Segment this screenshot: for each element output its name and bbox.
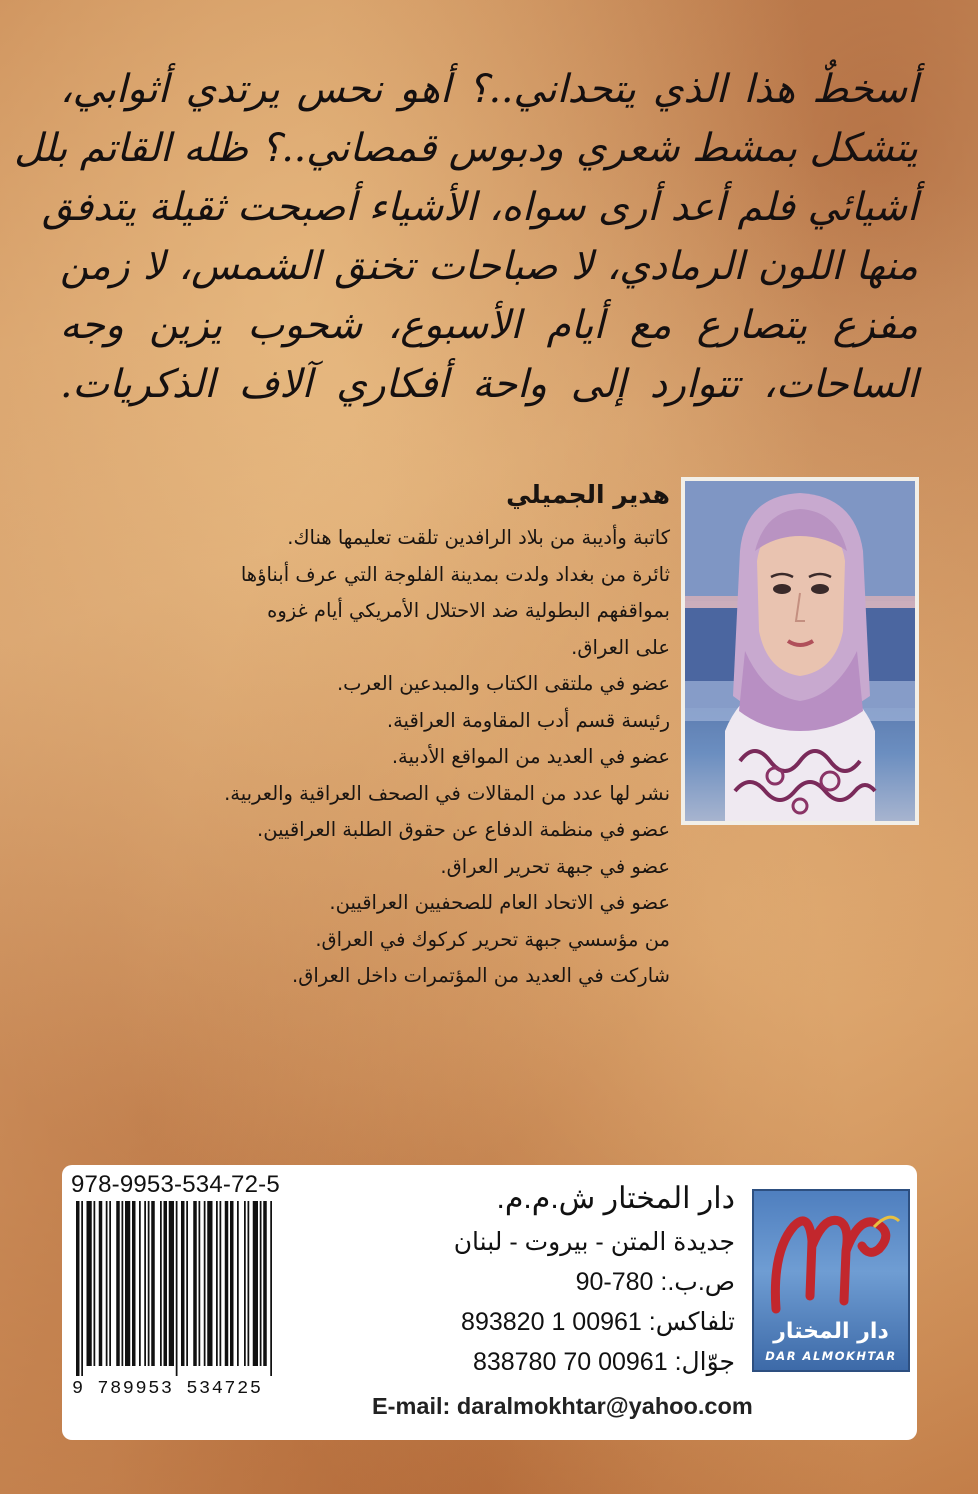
barcode-bar (186, 1201, 188, 1366)
bio-line: عضو في ملتقى الكتاب والمبدعين العرب. (336, 672, 670, 695)
barcode-bar (125, 1201, 130, 1366)
poem-line: يتشكل بمشط شعري ودبوس قمصاني..؟ ظله القاتم بلل (14, 126, 918, 171)
bio-line: رئيسة قسم أدب المقاومة العراقية. (386, 708, 670, 732)
barcode-bar (220, 1201, 222, 1366)
barcode-bar (94, 1201, 96, 1366)
barcode-bar (99, 1201, 103, 1366)
logo-swirl-icon (754, 1191, 908, 1321)
barcode-bar (260, 1201, 262, 1366)
bio-line: عضو في جبهة تحرير العراق. (440, 854, 670, 878)
bio-line: كاتبة وأديبة من بلاد الرافدين تلقت تعليمها هناك. (287, 526, 670, 549)
bio-line: عضو في الاتحاد العام للصحفيين العراقيين. (329, 891, 670, 914)
barcode-bar (248, 1201, 250, 1366)
barcode-bar (193, 1201, 197, 1366)
barcode-digits: 9 789953 534725 (72, 1378, 263, 1399)
barcode-bar (253, 1201, 258, 1366)
barcode-bar (148, 1201, 150, 1366)
poem-line: مفزع يتصارع مع أيام الأسبوع، شحوب يزين وجه (60, 303, 918, 348)
barcode-bar (199, 1201, 201, 1366)
author-photo (681, 477, 919, 825)
logo-english-text: DAR ALMOKHTAR (765, 1349, 897, 1363)
barcode-bar (181, 1201, 185, 1366)
barcode-bar (151, 1201, 155, 1366)
barcode-bar (244, 1201, 246, 1366)
barcode-bar (225, 1201, 229, 1366)
barcode-bar (160, 1201, 162, 1366)
publisher-address: جديدة المتن - بيروت - لبنان (453, 1228, 735, 1256)
barcode-bar (132, 1201, 136, 1366)
poem-line: أسخطٌ هذا الذي يتحداني..؟ أهو نحس يرتدي أثوابي، (60, 67, 918, 112)
publisher-details (365, 1176, 735, 1382)
barcode-bar (116, 1201, 120, 1366)
poem-line: الساحات، تتوارد إلى واحة أفكاري آلاف الذكريات. (60, 362, 918, 407)
publisher-fax: تلفاكس: 00961 1 893820 (461, 1308, 735, 1336)
barcode-bar (207, 1201, 212, 1366)
bio-line: من مؤسسي جبهة تحرير كركوك في العراق. (315, 927, 670, 951)
publisher-name: دار المختار ش.م.م. (496, 1182, 735, 1215)
barcode-bar (76, 1201, 80, 1376)
barcode-bar (144, 1201, 146, 1366)
bio-line: شاركت في العديد من المؤتمرات داخل العراق. (292, 964, 670, 987)
barcode-bar (204, 1201, 206, 1366)
poem-line: أشيائي فلم أعد أرى سواه، الأشياء أصبحت ثقيلة يتدفق (41, 185, 918, 230)
publisher-logo (752, 1189, 910, 1372)
barcode-bar (164, 1201, 168, 1366)
barcode-bar (109, 1201, 111, 1366)
barcode-bar (106, 1201, 108, 1366)
isbn-number: 978-9953-534-72-5 (71, 1171, 280, 1198)
barcode-bar (81, 1201, 83, 1376)
bio-line: بمواقفهم البطولية ضد الاحتلال الأمريكي أيام غزوه (267, 599, 670, 622)
barcode-bar (216, 1201, 218, 1366)
author-bio (70, 520, 670, 995)
bio-line: عضو في العديد من المواقع الأدبية. (391, 745, 670, 768)
poem-excerpt (14, 60, 918, 414)
bio-line: عضو في منظمة الدفاع عن حقوق الطلبة العراقيين. (257, 818, 670, 841)
bio-line: نشر لها عدد من المقالات في الصحف العراقية والعربية. (224, 781, 670, 805)
barcode-bar (176, 1201, 178, 1376)
publisher-po-box: ص.ب.: 780-90 (575, 1268, 735, 1296)
bio-line: على العراق. (571, 635, 670, 659)
barcode-bar (169, 1201, 174, 1366)
poem-line: منها اللون الرمادي، لا صباحات تخنق الشمس، لا زمن (60, 244, 918, 289)
author-portrait-illustration (685, 481, 915, 821)
barcode-bar (139, 1201, 141, 1366)
publisher-email: E-mail: daralmokhtar@yahoo.com (372, 1393, 753, 1419)
barcode-bar (122, 1201, 124, 1366)
publisher-mobile: جوّال: 00961 70 838780 (472, 1348, 735, 1376)
barcode-bar (87, 1201, 92, 1366)
logo-arabic-text: دار المختار (773, 1319, 889, 1344)
barcode-bar (270, 1201, 272, 1376)
barcode-bar (237, 1201, 239, 1366)
barcode-bar (263, 1201, 267, 1366)
bio-line: ثائرة من بغداد ولدت بمدينة الفلوجة التي عرف أبناؤها (240, 562, 670, 586)
author-name: هدير الجميلي (506, 480, 670, 509)
barcode-bar (230, 1201, 234, 1366)
barcode (72, 1201, 337, 1376)
